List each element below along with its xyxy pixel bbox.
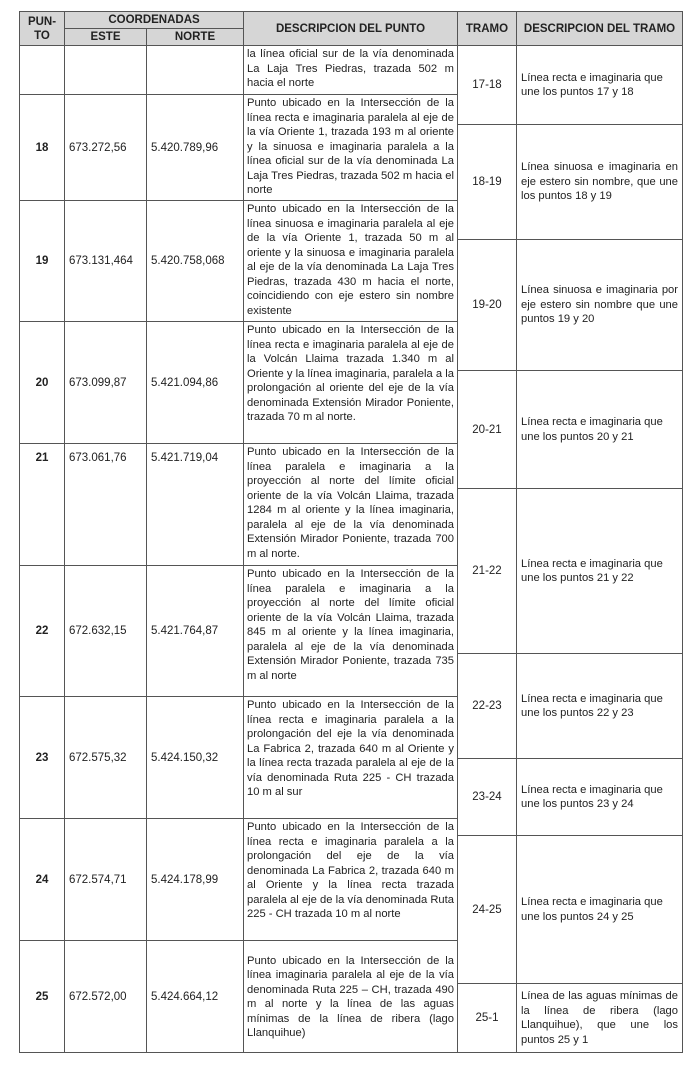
table-row: [20, 566, 458, 697]
point-description: Punto ubicado en la Intersección de la línea sinuosa e imaginaria paralela al eje de la vía Oriente 1, trazada 50 m al oriente y la sinuosa e imaginaria paralela al eje de la vía denominada La Laja Tres Piedras, trazada 430 m hacia el norte, coincidiendo con eje estero sin nombre existente: [244, 201, 458, 322]
coord-este: 673.272,56: [65, 95, 147, 201]
table-row: [20, 95, 458, 201]
tramo-row: [458, 46, 683, 125]
tramo-row: [458, 489, 683, 654]
coord-norte: 5.421.094,86: [147, 322, 244, 444]
coord-este: 672.574,71: [65, 819, 147, 941]
coord-norte: 5.424.178,99: [147, 819, 244, 941]
tramo-row: [458, 371, 683, 489]
table-row: [20, 46, 458, 95]
tramo-row: [458, 240, 683, 371]
tramo-id: 19-20: [458, 240, 517, 371]
tramo-description: Línea recta e imaginaria que une los puntos 24 y 25: [517, 836, 683, 984]
point-description: Punto ubicado en la Intersección de la línea imaginaria paralela al eje de la vía denominada Ruta 225 – CH, trazada 490 m al norte y la línea de las aguas mínimas de la línea de ribera (lago Llanquihue): [244, 941, 458, 1053]
point-number: 21: [20, 444, 65, 566]
tramo-description: Línea recta e imaginaria que une los puntos 22 y 23: [517, 654, 683, 759]
tramo-description: Línea de las aguas mínimas de la línea de ribera (lago Llanquihue), que une los puntos 25 y 1: [517, 984, 683, 1053]
point-number: 18: [20, 95, 65, 201]
table-row: [20, 941, 458, 1053]
header-descripcion-punto: DESCRIPCION DEL PUNTO: [244, 12, 458, 46]
tramo-row: [458, 759, 683, 836]
coord-este: [65, 46, 147, 95]
tramo-description: Línea recta e imaginaria que une los puntos 17 y 18: [517, 46, 683, 125]
tramo-id: 22-23: [458, 654, 517, 759]
coord-norte: 5.421.719,04: [147, 444, 244, 566]
point-description: Punto ubicado en la Intersección de la línea recta e imaginaria paralela a la prolongación del eje la vía denominada La Fabrica 2, trazada 640 m al Oriente y la línea recta trazada paralela al eje de la vía denominada Ruta 225 - CH trazada 10 m al sur: [244, 697, 458, 819]
coord-norte: 5.420.789,96: [147, 95, 244, 201]
table-row: [20, 444, 458, 566]
tramo-description: Línea sinuosa e imaginaria en eje estero sin nombre, que une los puntos 18 y 19: [517, 125, 683, 240]
point-number: 22: [20, 566, 65, 697]
table-row: [20, 819, 458, 941]
coord-este: 672.572,00: [65, 941, 147, 1053]
tramo-row: [458, 125, 683, 240]
boundary-table: [19, 11, 682, 1052]
point-number: 25: [20, 941, 65, 1053]
header-descripcion-tramo: DESCRIPCION DEL TRAMO: [517, 12, 683, 46]
tramo-id: 23-24: [458, 759, 517, 836]
table-row: [20, 322, 458, 444]
tramo-id: 20-21: [458, 371, 517, 489]
tramo-id: 21-22: [458, 489, 517, 654]
tramo-description: Línea recta e imaginaria que une los puntos 23 y 24: [517, 759, 683, 836]
point-number: 24: [20, 819, 65, 941]
tramo-id: 24-25: [458, 836, 517, 984]
header-tramo: TRAMO: [458, 12, 517, 46]
coord-norte: 5.424.664,12: [147, 941, 244, 1053]
tramo-id: 25-1: [458, 984, 517, 1053]
coord-norte: [147, 46, 244, 95]
coord-norte: 5.421.764,87: [147, 566, 244, 697]
header-norte: NORTE: [147, 29, 244, 46]
coord-norte: 5.420.758,068: [147, 201, 244, 322]
point-number: [20, 46, 65, 95]
header-este: ESTE: [65, 29, 147, 46]
tramo-row: [458, 654, 683, 759]
tramo-description: Línea recta e imaginaria que une los puntos 20 y 21: [517, 371, 683, 489]
table-row: [20, 201, 458, 322]
point-number: 23: [20, 697, 65, 819]
header-coordenadas: COORDENADAS: [65, 12, 244, 29]
point-description: Punto ubicado en la Intersección de la línea recta e imaginaria paralela al eje de la vía Oriente 1, trazada 193 m al oriente y la sinuosa e imaginaria paralela a la línea oficial sur de la vía denominada La Laja Tres Piedras, trazada 502 m hacia el norte: [244, 95, 458, 201]
table-row: [20, 697, 458, 819]
coord-este: 673.131,464: [65, 201, 147, 322]
point-number: 20: [20, 322, 65, 444]
coord-este: 673.061,76: [65, 444, 147, 566]
point-description: la línea oficial sur de la vía denominada La Laja Tres Piedras, trazada 502 m hacia el norte: [244, 46, 458, 95]
header-punto: PUN- TO: [20, 12, 65, 46]
point-description: Punto ubicado en la Intersección de la línea paralela e imaginaria a la proyección al norte del límite oficial oriente de la vía Volcán Llaima, trazada 845 m al oriente y la línea imaginaria, paralela al eje de la vía denominada Extensión Mirador Poniente, trazada 735 m al norte: [244, 566, 458, 697]
points-table: [19, 11, 458, 1053]
tramo-row: [458, 984, 683, 1053]
point-description: Punto ubicado en la Intersección de la línea recta e imaginaria paralela a la prolongación del eje de la vía denominada La Fabrica 2, trazada 640 m al Oriente y la línea recta trazada paralela al eje de la vía denominada Ruta 225 - CH trazada 10 m al norte: [244, 819, 458, 941]
tramo-id: 17-18: [458, 46, 517, 125]
point-description: Punto ubicado en la Intersección de la línea recta e imaginaria paralela al eje de la Volcán Llaima trazada 1.340 m al Oriente y la línea imaginaria, paralela a la prolongación al oriente del eje de la vía denominada Extensión Mirador Poniente, trazada 70 m al norte.: [244, 322, 458, 444]
tramo-description: Línea sinuosa e imaginaria por eje estero sin nombre que une puntos 19 y 20: [517, 240, 683, 371]
tramos-table: [457, 11, 683, 1053]
coord-este: 673.099,87: [65, 322, 147, 444]
tramo-row: [458, 836, 683, 984]
point-description: Punto ubicado en la Intersección de la línea paralela e imaginaria a la proyección al norte del límite oficial oriente de la vía Volcán Llaima, trazada 1284 m al oriente y la línea imaginaria, paralela al eje de la vía denominada Extensión Mirador Poniente, trazada 700 m al norte.: [244, 444, 458, 566]
tramo-id: 18-19: [458, 125, 517, 240]
coord-este: 672.575,32: [65, 697, 147, 819]
coord-norte: 5.424.150,32: [147, 697, 244, 819]
coord-este: 672.632,15: [65, 566, 147, 697]
tramo-description: Línea recta e imaginaria que une los puntos 21 y 22: [517, 489, 683, 654]
point-number: 19: [20, 201, 65, 322]
